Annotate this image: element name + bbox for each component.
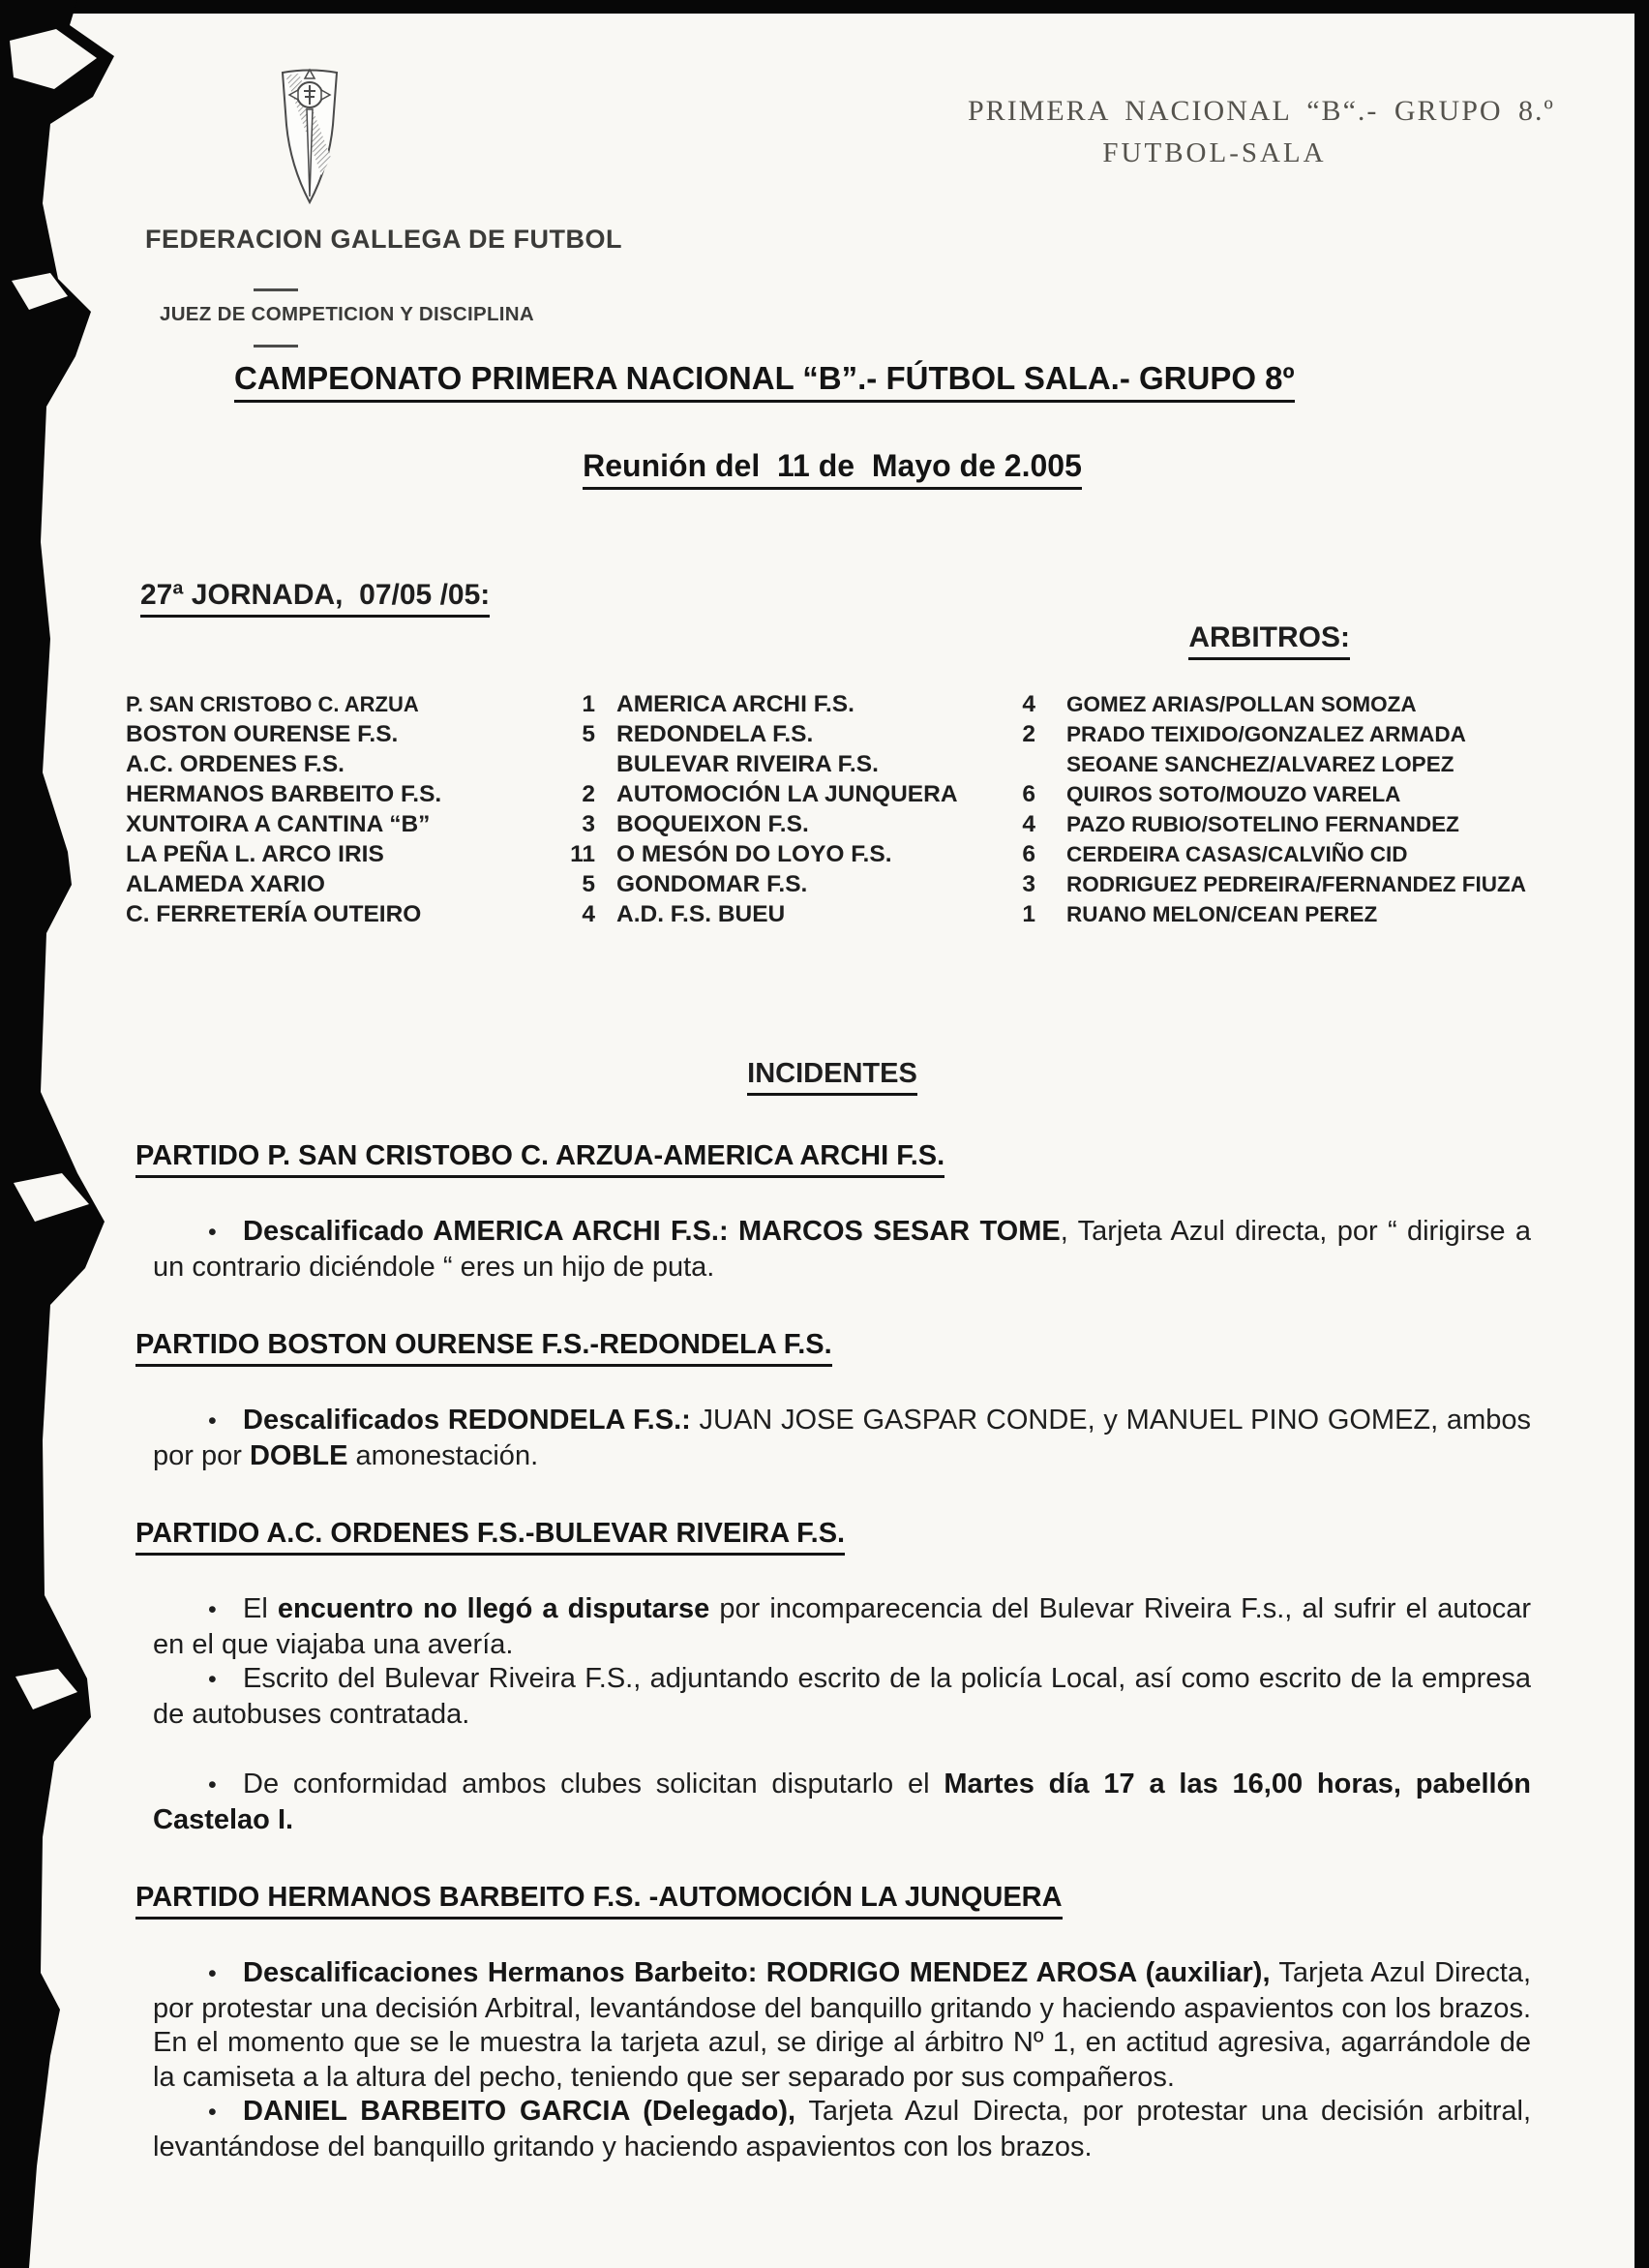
partido-heading: PARTIDO P. SAN CRISTOBO C. ARZUA-AMERICA ARCHI F.S.: [135, 1140, 1539, 1178]
judge-office: JUEZ DE COMPETICION Y DISCIPLINA: [160, 303, 535, 325]
match-row: [126, 779, 1539, 809]
away-score: 4: [1022, 811, 1035, 837]
away-team: A.D. F.S. BUEU: [616, 901, 786, 927]
judge-rule: [254, 345, 298, 348]
incident-paragraph: • De conformidad ambos clubes solicitan disputarlo el Martes día 17 a las 16,00 horas, pabellón Castelao I.: [153, 1769, 1532, 1835]
federation-rule: [254, 288, 298, 291]
home-team: P. SAN CRISTOBO C. ARZUA: [126, 692, 419, 716]
bullet-icon: •: [208, 2099, 217, 2126]
bullet-icon: •: [208, 1771, 217, 1799]
match-row: [126, 719, 1539, 749]
referees: GOMEZ ARIAS/POLLAN SOMOZA: [1066, 692, 1417, 716]
away-team: REDONDELA F.S.: [616, 721, 814, 747]
home-team: HERMANOS BARBEITO F.S.: [126, 781, 442, 807]
competition-header: [968, 95, 1555, 169]
referees: RODRIGUEZ PEDREIRA/FERNANDEZ FIUZA: [1066, 872, 1527, 896]
incident-sections: [126, 1140, 1539, 2164]
home-team: BOSTON OURENSE F.S.: [126, 721, 399, 747]
home-score: 1: [582, 691, 595, 717]
incidentes-heading: INCIDENTES: [747, 1058, 917, 1096]
match-row: [126, 899, 1539, 929]
away-score: 3: [1022, 871, 1035, 897]
federation-name: FEDERACION GALLEGA DE FUTBOL: [145, 225, 622, 254]
incident-paragraph: • Descalificados REDONDELA F.S.: JUAN JOSE GASPAR CONDE, y MANUEL PINO GOMEZ, ambos por por DOBLE amonestación.: [153, 1405, 1531, 1471]
partido-heading: PARTIDO BOSTON OURENSE F.S.-REDONDELA F.S.: [135, 1329, 1539, 1367]
referees: SEOANE SANCHEZ/ALVAREZ LOPEZ: [1066, 752, 1454, 776]
section-body: [126, 1592, 1539, 1837]
home-score: 4: [582, 901, 595, 927]
away-score: 1: [1022, 901, 1035, 927]
away-score: 4: [1022, 691, 1035, 717]
away-team: AMERICA ARCHI F.S.: [616, 691, 854, 717]
section-body: [126, 1956, 1539, 2164]
section-body: [126, 1215, 1539, 1285]
referees: CERDEIRA CASAS/CALVIÑO CID: [1066, 842, 1408, 866]
incidentes-heading-wrap: [126, 1058, 1539, 1096]
incident-section: [126, 1140, 1539, 1285]
home-team: A.C. ORDENES F.S.: [126, 751, 345, 777]
away-team: O MESÓN DO LOYO F.S.: [616, 841, 892, 867]
partido-heading: PARTIDO A.C. ORDENES F.S.-BULEVAR RIVEIRA F.S.: [135, 1518, 1539, 1556]
away-score: 6: [1022, 841, 1035, 867]
home-score: 11: [570, 841, 595, 867]
bullet-icon: •: [208, 1960, 217, 1987]
home-score: 2: [582, 781, 595, 807]
document-body: [126, 360, 1539, 2164]
incident-section: [126, 1518, 1539, 1837]
away-team: BULEVAR RIVEIRA F.S.: [616, 751, 879, 777]
away-score: 6: [1022, 781, 1035, 807]
referees: PRADO TEIXIDO/GONZALEZ ARMADA: [1066, 722, 1466, 746]
referees: PAZO RUBIO/SOTELINO FERNANDEZ: [1066, 812, 1459, 836]
match-row: [126, 749, 1539, 779]
competition-name: PRIMERA NACIONAL “B“.- GRUPO 8.º: [968, 95, 1555, 127]
bullet-icon: •: [208, 1596, 217, 1623]
referees: QUIROS SOTO/MOUZO VARELA: [1066, 782, 1401, 806]
incident-section: [126, 1329, 1539, 1473]
home-score: 5: [582, 871, 595, 897]
incident-section: [126, 1882, 1539, 2164]
incident-paragraph: • El encuentro no llegó a disputarse por incomparecencia del Bulevar Riveira F.s., al sufrir el autocar en el que viajaba una avería.: [153, 1593, 1531, 1660]
referees: RUANO MELON/CEAN PEREZ: [1066, 902, 1378, 926]
bullet-icon: •: [208, 1407, 217, 1435]
bullet-icon: •: [208, 1219, 217, 1246]
document-title: CAMPEONATO PRIMERA NACIONAL “B”.- FÚTBOL SALA.- GRUPO 8º: [234, 360, 1539, 403]
meeting-date: Reunión del 11 de Mayo de 2.005: [583, 448, 1082, 490]
bullet-icon: •: [208, 1666, 217, 1693]
match-row: [126, 869, 1539, 899]
arbitros-heading-wrap: [126, 621, 1350, 660]
incident-paragraph: • Escrito del Bulevar Riveira F.S., adjuntando escrito de la policía Local, así como escrito de la empresa de autobuses contratada.: [153, 1663, 1531, 1730]
incident-paragraph: • Descalificado AMERICA ARCHI F.S.: MARCOS SESAR TOME, Tarjeta Azul directa, por “ dirigirse a un contrario diciéndole “ eres un hijo de puta.: [153, 1216, 1532, 1283]
home-team: LA PEÑA L. ARCO IRIS: [126, 841, 384, 867]
partido-heading: PARTIDO HERMANOS BARBEITO F.S. -AUTOMOCIÓN LA JUNQUERA: [135, 1882, 1539, 1920]
home-team: C. FERRETERÍA OUTEIRO: [126, 901, 422, 927]
match-row: [126, 839, 1539, 869]
away-team: GONDOMAR F.S.: [616, 871, 808, 897]
meeting-line-wrap: [126, 448, 1539, 490]
home-team: ALAMEDA XARIO: [126, 871, 325, 897]
home-team: XUNTOIRA A CANTINA “B”: [126, 811, 431, 837]
away-team: BOQUEIXON F.S.: [616, 811, 809, 837]
section-body: [126, 1404, 1539, 1473]
home-score: 5: [582, 721, 595, 747]
matches-table: [126, 689, 1539, 929]
federation-crest-logo: [279, 64, 341, 209]
jornada-heading: 27ª JORNADA, 07/05 /05:: [140, 579, 1539, 618]
away-score: 2: [1022, 721, 1035, 747]
arbitros-label: ARBITROS:: [1188, 621, 1350, 660]
incident-paragraph: • Descalificaciones Hermanos Barbeito: RODRIGO MENDEZ AROSA (auxiliar), Tarjeta Azul Directa, por protestar una decisión Arbitral, levantándose del banquillo gritando y haciendo aspavientos con los brazos. En el momento que se le muestra la tarjeta azul, se dirige al árbitro Nº 1, en actitud agresiva, agarrándole de la camiseta a la altura del pecho, teniendo que ser separado por sus compañeros.: [153, 1957, 1532, 2093]
match-row: [126, 689, 1539, 719]
match-row: [126, 809, 1539, 839]
home-score: 3: [582, 811, 595, 837]
competition-discipline: FUTBOL-SALA: [1102, 137, 1327, 168]
incident-paragraph: • DANIEL BARBEITO GARCIA (Delegado), Tarjeta Azul Directa, por protestar una decisión arbitral, levantándose del banquillo gritando y haciendo aspavientos con los brazos.: [153, 2096, 1532, 2162]
away-team: AUTOMOCIÓN LA JUNQUERA: [616, 781, 958, 807]
